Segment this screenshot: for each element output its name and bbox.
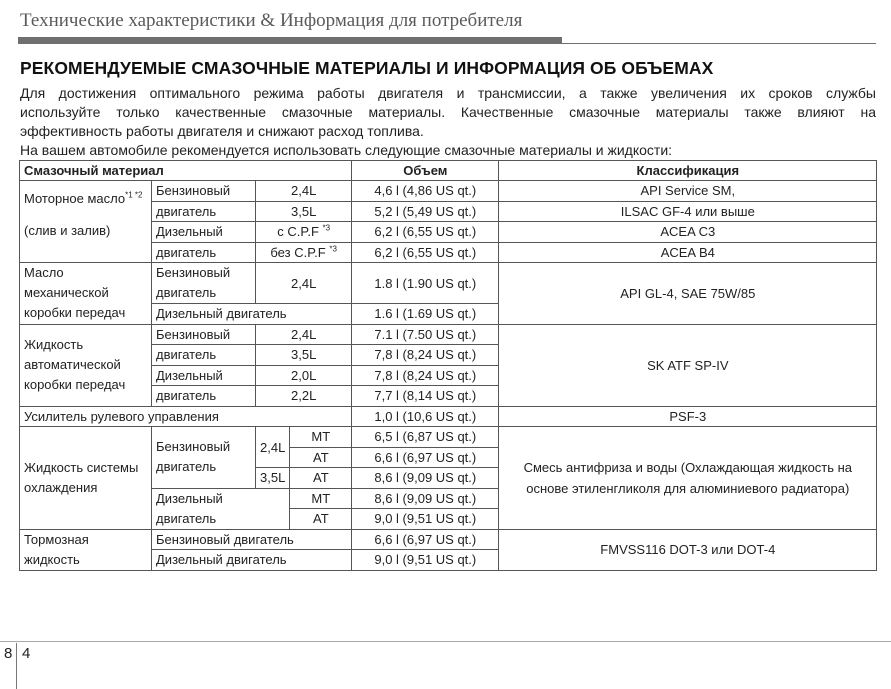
automatic-variant: 2,2L bbox=[256, 386, 352, 407]
coolant-petrol bbox=[152, 427, 256, 489]
intro-line: эффективность работы двигателя и снижают расход топлива. bbox=[20, 123, 424, 139]
manual-diesel: Дизельный двигатель bbox=[152, 304, 352, 325]
page-number: 4 bbox=[22, 645, 31, 662]
automatic-name-2: автоматической bbox=[24, 357, 121, 372]
automatic-diesel-b: двигатель bbox=[152, 386, 256, 407]
variant-text: с C.P.F bbox=[277, 224, 319, 240]
page-chapter: 8 bbox=[4, 645, 13, 662]
manual-petrol bbox=[152, 263, 256, 304]
header-rule bbox=[18, 43, 876, 44]
manual-diesel-volume: 1.6 l (1.69 US qt.) bbox=[352, 304, 499, 325]
coolant-diesel-a: Дизельный bbox=[156, 490, 223, 506]
coolant-volume: 6,6 l (6,97 US qt.) bbox=[352, 447, 499, 468]
table-row bbox=[20, 181, 877, 202]
coolant-name-2: охлаждения bbox=[24, 479, 98, 495]
automatic-volume: 7,8 l (8,24 US qt.) bbox=[352, 365, 499, 386]
table-row bbox=[20, 406, 877, 427]
header-classification: Классификация bbox=[499, 161, 877, 181]
engine-oil-diesel-a: Дизельный bbox=[152, 222, 256, 243]
coolant-diesel-b: двигатель bbox=[156, 510, 217, 526]
coolant-volume: 8,6 l (9,09 US qt.) bbox=[352, 488, 499, 509]
header-material: Смазочный материал bbox=[20, 161, 352, 181]
engine-oil-diesel-b: двигатель bbox=[152, 242, 256, 263]
automatic-diesel-a: Дизельный bbox=[152, 365, 256, 386]
engine-oil-variant: 2,4L bbox=[256, 181, 352, 202]
engine-oil-name: Моторное масло bbox=[24, 191, 126, 206]
coolant-class bbox=[499, 427, 877, 530]
engine-oil-volume: 5,2 l (5,49 US qt.) bbox=[352, 201, 499, 222]
automatic-class: SK ATF SP-IV bbox=[499, 324, 877, 406]
table-row bbox=[20, 529, 877, 550]
automatic-petrol-a: Бензиновый bbox=[152, 324, 256, 345]
automatic-name-3: коробки передач bbox=[24, 377, 126, 392]
engine-oil-variant: 3,5L bbox=[256, 201, 352, 222]
brake-name-2: жидкость bbox=[24, 551, 80, 567]
intro-line: Для достижения оптимального режима работы двигателя и трансмиссии, а также увеличения их сроков службы bbox=[20, 85, 876, 101]
brake-label bbox=[20, 529, 152, 570]
automatic-variant: 3,5L bbox=[256, 345, 352, 366]
coolant-engine-24: 2,4L bbox=[256, 427, 290, 468]
page-title: РЕКОМЕНДУЕМЫЕ СМАЗОЧНЫЕ МАТЕРИАЛЫ И ИНФОРМАЦИЯ ОБ ОБЪЕМАХ bbox=[20, 58, 714, 78]
coolant-volume: 9,0 l (9,51 US qt.) bbox=[352, 509, 499, 530]
table-header-row bbox=[20, 161, 877, 181]
engine-oil-class: ILSAC GF-4 или выше bbox=[499, 201, 877, 222]
engine-oil-note: (слив и залив) bbox=[24, 223, 111, 238]
manual-petrol-volume: 1.8 l (1.90 US qt.) bbox=[352, 263, 499, 304]
coolant-volume: 6,5 l (6,87 US qt.) bbox=[352, 427, 499, 448]
footer-rule bbox=[0, 641, 891, 642]
automatic-name-1: Жидкость bbox=[24, 337, 84, 352]
variant-text: без C.P.F bbox=[270, 244, 326, 260]
steering-label: Усилитель рулевого управления bbox=[20, 406, 352, 427]
engine-oil-volume: 6,2 l (6,55 US qt.) bbox=[352, 222, 499, 243]
coolant-engine-35: 3,5L bbox=[256, 468, 290, 489]
engine-oil-volume: 6,2 l (6,55 US qt.) bbox=[352, 242, 499, 263]
brake-petrol: Бензиновый двигатель bbox=[152, 529, 352, 550]
engine-oil-class: ACEA B4 bbox=[499, 242, 877, 263]
automatic-volume: 7,8 l (8,24 US qt.) bbox=[352, 345, 499, 366]
page-number-divider bbox=[16, 643, 17, 689]
coolant-petrol-b: двигатель bbox=[156, 459, 217, 475]
lubricants-table bbox=[19, 160, 877, 571]
automatic-volume: 7.1 l (7.50 US qt.) bbox=[352, 324, 499, 345]
engine-oil-variant bbox=[256, 242, 352, 263]
brake-diesel-volume: 9,0 l (9,51 US qt.) bbox=[352, 550, 499, 571]
brake-diesel: Дизельный двигатель bbox=[152, 550, 352, 571]
coolant-class-1: Смесь антифриза и воды (Охлаждающая жидкость на bbox=[523, 459, 853, 475]
brake-name-1: Тормозная bbox=[24, 531, 89, 547]
variant-footnote: *3 bbox=[322, 223, 331, 233]
coolant-trans: AT bbox=[290, 447, 352, 468]
coolant-diesel bbox=[152, 488, 290, 529]
intro-paragraph bbox=[20, 84, 876, 160]
automatic-variant: 2,4L bbox=[256, 324, 352, 345]
automatic-variant: 2,0L bbox=[256, 365, 352, 386]
manual-petrol-b: двигатель bbox=[156, 285, 217, 300]
intro-line: используйте только качественные смазочные материалы. Качественные смазочные материалы также влияют на bbox=[20, 104, 876, 120]
coolant-trans: AT bbox=[290, 468, 352, 489]
coolant-class-2: основе этиленгликоля для алюминиевого радиатора) bbox=[526, 480, 850, 496]
steering-class: PSF-3 bbox=[499, 406, 877, 427]
section-header: Технические характеристики & Информация для потребителя bbox=[20, 10, 523, 31]
engine-oil-volume: 4,6 l (4,86 US qt.) bbox=[352, 181, 499, 202]
automatic-volume: 7,7 l (8,14 US qt.) bbox=[352, 386, 499, 407]
coolant-name-1: Жидкость системы bbox=[24, 459, 139, 475]
steering-volume: 1,0 l (10,6 US qt.) bbox=[352, 406, 499, 427]
automatic-label bbox=[20, 324, 152, 406]
engine-oil-petrol-a: Бензиновый bbox=[152, 181, 256, 202]
manual-variant: 2,4L bbox=[256, 263, 352, 304]
coolant-label bbox=[20, 427, 152, 530]
manual-label bbox=[20, 263, 152, 325]
table-row bbox=[20, 324, 877, 345]
engine-oil-petrol-b: двигатель bbox=[152, 201, 256, 222]
table-row bbox=[20, 427, 877, 448]
variant-footnote: *3 bbox=[329, 244, 337, 254]
manual-name-1: Масло механической bbox=[24, 265, 109, 301]
engine-oil-class: ACEA C3 bbox=[499, 222, 877, 243]
manual-petrol-a: Бензиновый bbox=[156, 265, 231, 280]
engine-oil-class: API Service SM, bbox=[499, 181, 877, 202]
engine-oil-footnote: *1 *2 bbox=[125, 190, 143, 200]
brake-petrol-volume: 6,6 l (6,97 US qt.) bbox=[352, 529, 499, 550]
engine-oil-label bbox=[20, 181, 152, 263]
coolant-trans: MT bbox=[290, 427, 352, 448]
table-row bbox=[20, 263, 877, 304]
manual-class: API GL-4, SAE 75W/85 bbox=[499, 263, 877, 325]
header-volume: Объем bbox=[352, 161, 499, 181]
brake-class: FMVSS116 DOT-3 или DOT-4 bbox=[499, 529, 877, 570]
coolant-volume: 8,6 l (9,09 US qt.) bbox=[352, 468, 499, 489]
intro-line: На вашем автомобиле рекомендуется использовать следующие смазочные материалы и жидкости: bbox=[20, 142, 673, 158]
engine-oil-variant bbox=[256, 222, 352, 243]
coolant-petrol-a: Бензиновый bbox=[156, 439, 231, 455]
automatic-petrol-b: двигатель bbox=[152, 345, 256, 366]
coolant-trans: MT bbox=[290, 488, 352, 509]
manual-name-2: коробки передач bbox=[24, 305, 126, 321]
coolant-trans: AT bbox=[290, 509, 352, 530]
